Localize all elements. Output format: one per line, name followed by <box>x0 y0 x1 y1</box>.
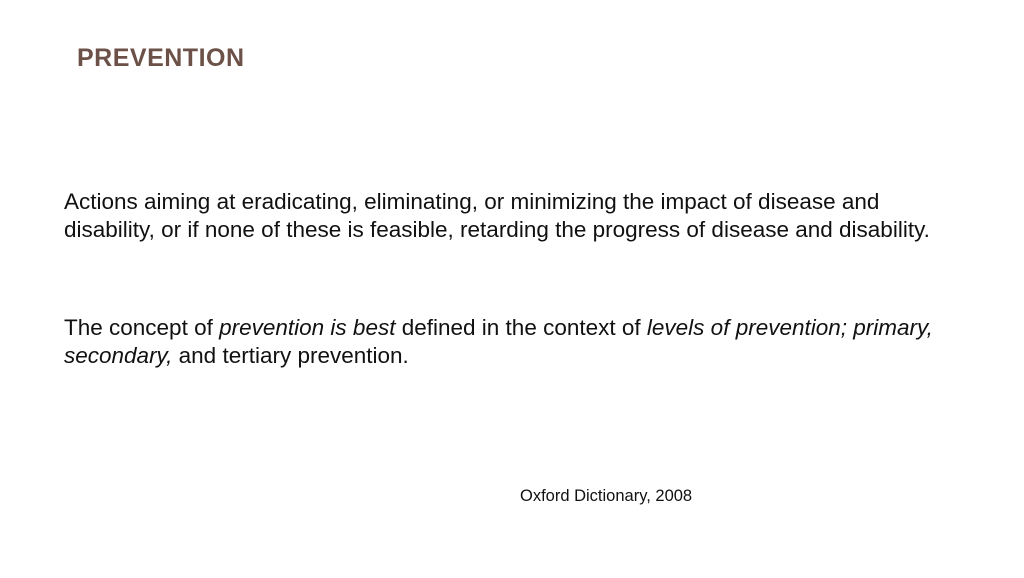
citation: Oxford Dictionary, 2008 <box>520 487 693 505</box>
concept-text-3: and tertiary prevention. <box>172 343 409 368</box>
concept-italic-1: prevention is best <box>219 315 396 340</box>
slide-title: PREVENTION <box>77 44 245 72</box>
definition-paragraph: Actions aiming at eradicating, eliminating, or minimizing the impact of disease and disability, or if none of these is feasible, retarding the progress of disease and disability. <box>64 189 930 242</box>
concept-text-1: The concept of <box>64 315 220 340</box>
concept-paragraph <box>64 314 974 370</box>
concept-italic-2: levels of prevention; primary, secondary, <box>64 315 933 368</box>
concept-text-2: defined in the context of <box>395 315 647 340</box>
